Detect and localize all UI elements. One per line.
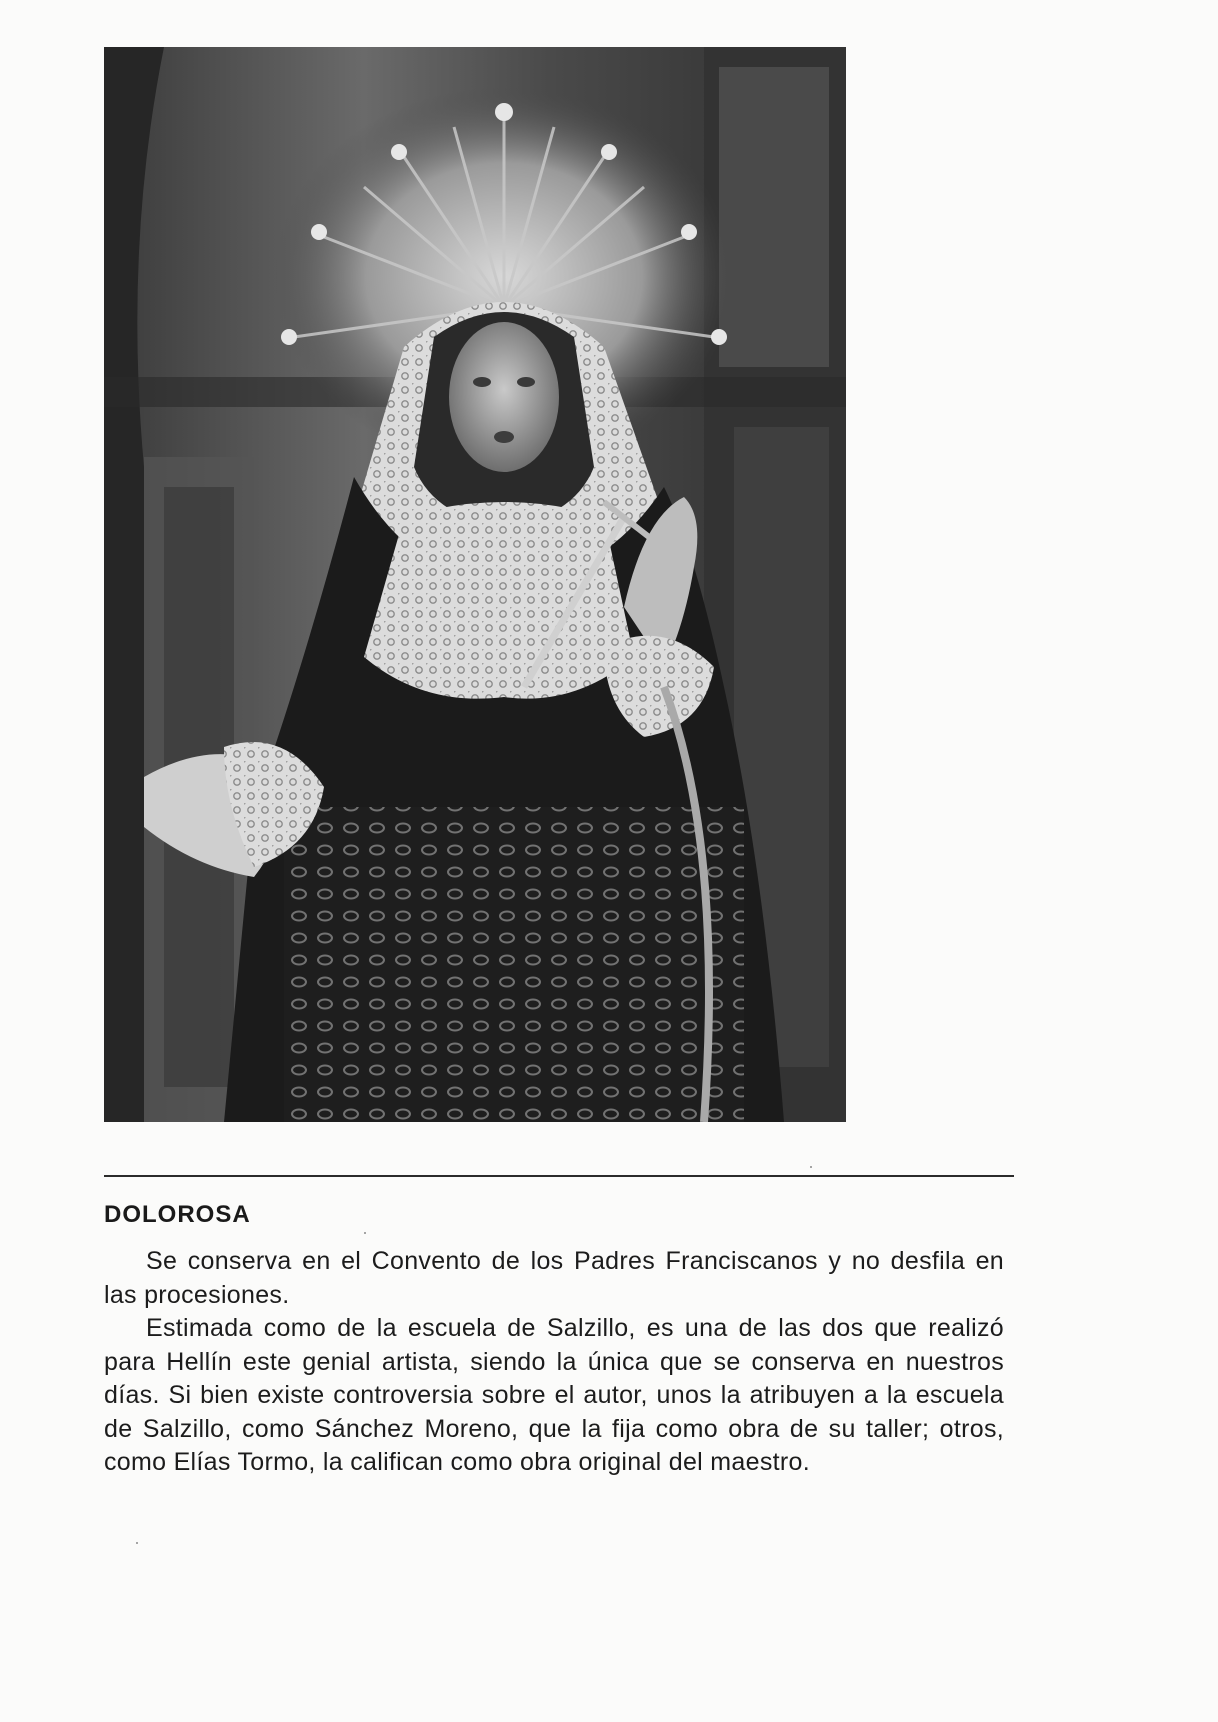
statue-photograph bbox=[104, 47, 846, 1122]
scan-speck bbox=[364, 1232, 366, 1234]
description-text bbox=[104, 1245, 1004, 1480]
scan-speck bbox=[810, 1166, 812, 1168]
section-heading: DOLOROSA bbox=[104, 1201, 251, 1228]
section-divider bbox=[104, 1175, 1014, 1177]
scan-speck bbox=[136, 1542, 138, 1544]
paragraph: Estimada como de la escuela de Salzillo, es una de las dos que realizó para Hellín este genial artista, siendo la única que se conserva en nuestros días. Si bien existe controversia sobre el autor, unos la atribuyen a la escuela de Salzillo, como Sánchez Moreno, que la fija como obra de su taller; otros, como Elías Tormo, la califican como obra original del maestro. bbox=[104, 1314, 1004, 1476]
statue-photo-image bbox=[104, 47, 846, 1122]
paragraph: Se conserva en el Convento de los Padres Franciscanos y no desfila en las procesiones. bbox=[104, 1247, 1004, 1309]
